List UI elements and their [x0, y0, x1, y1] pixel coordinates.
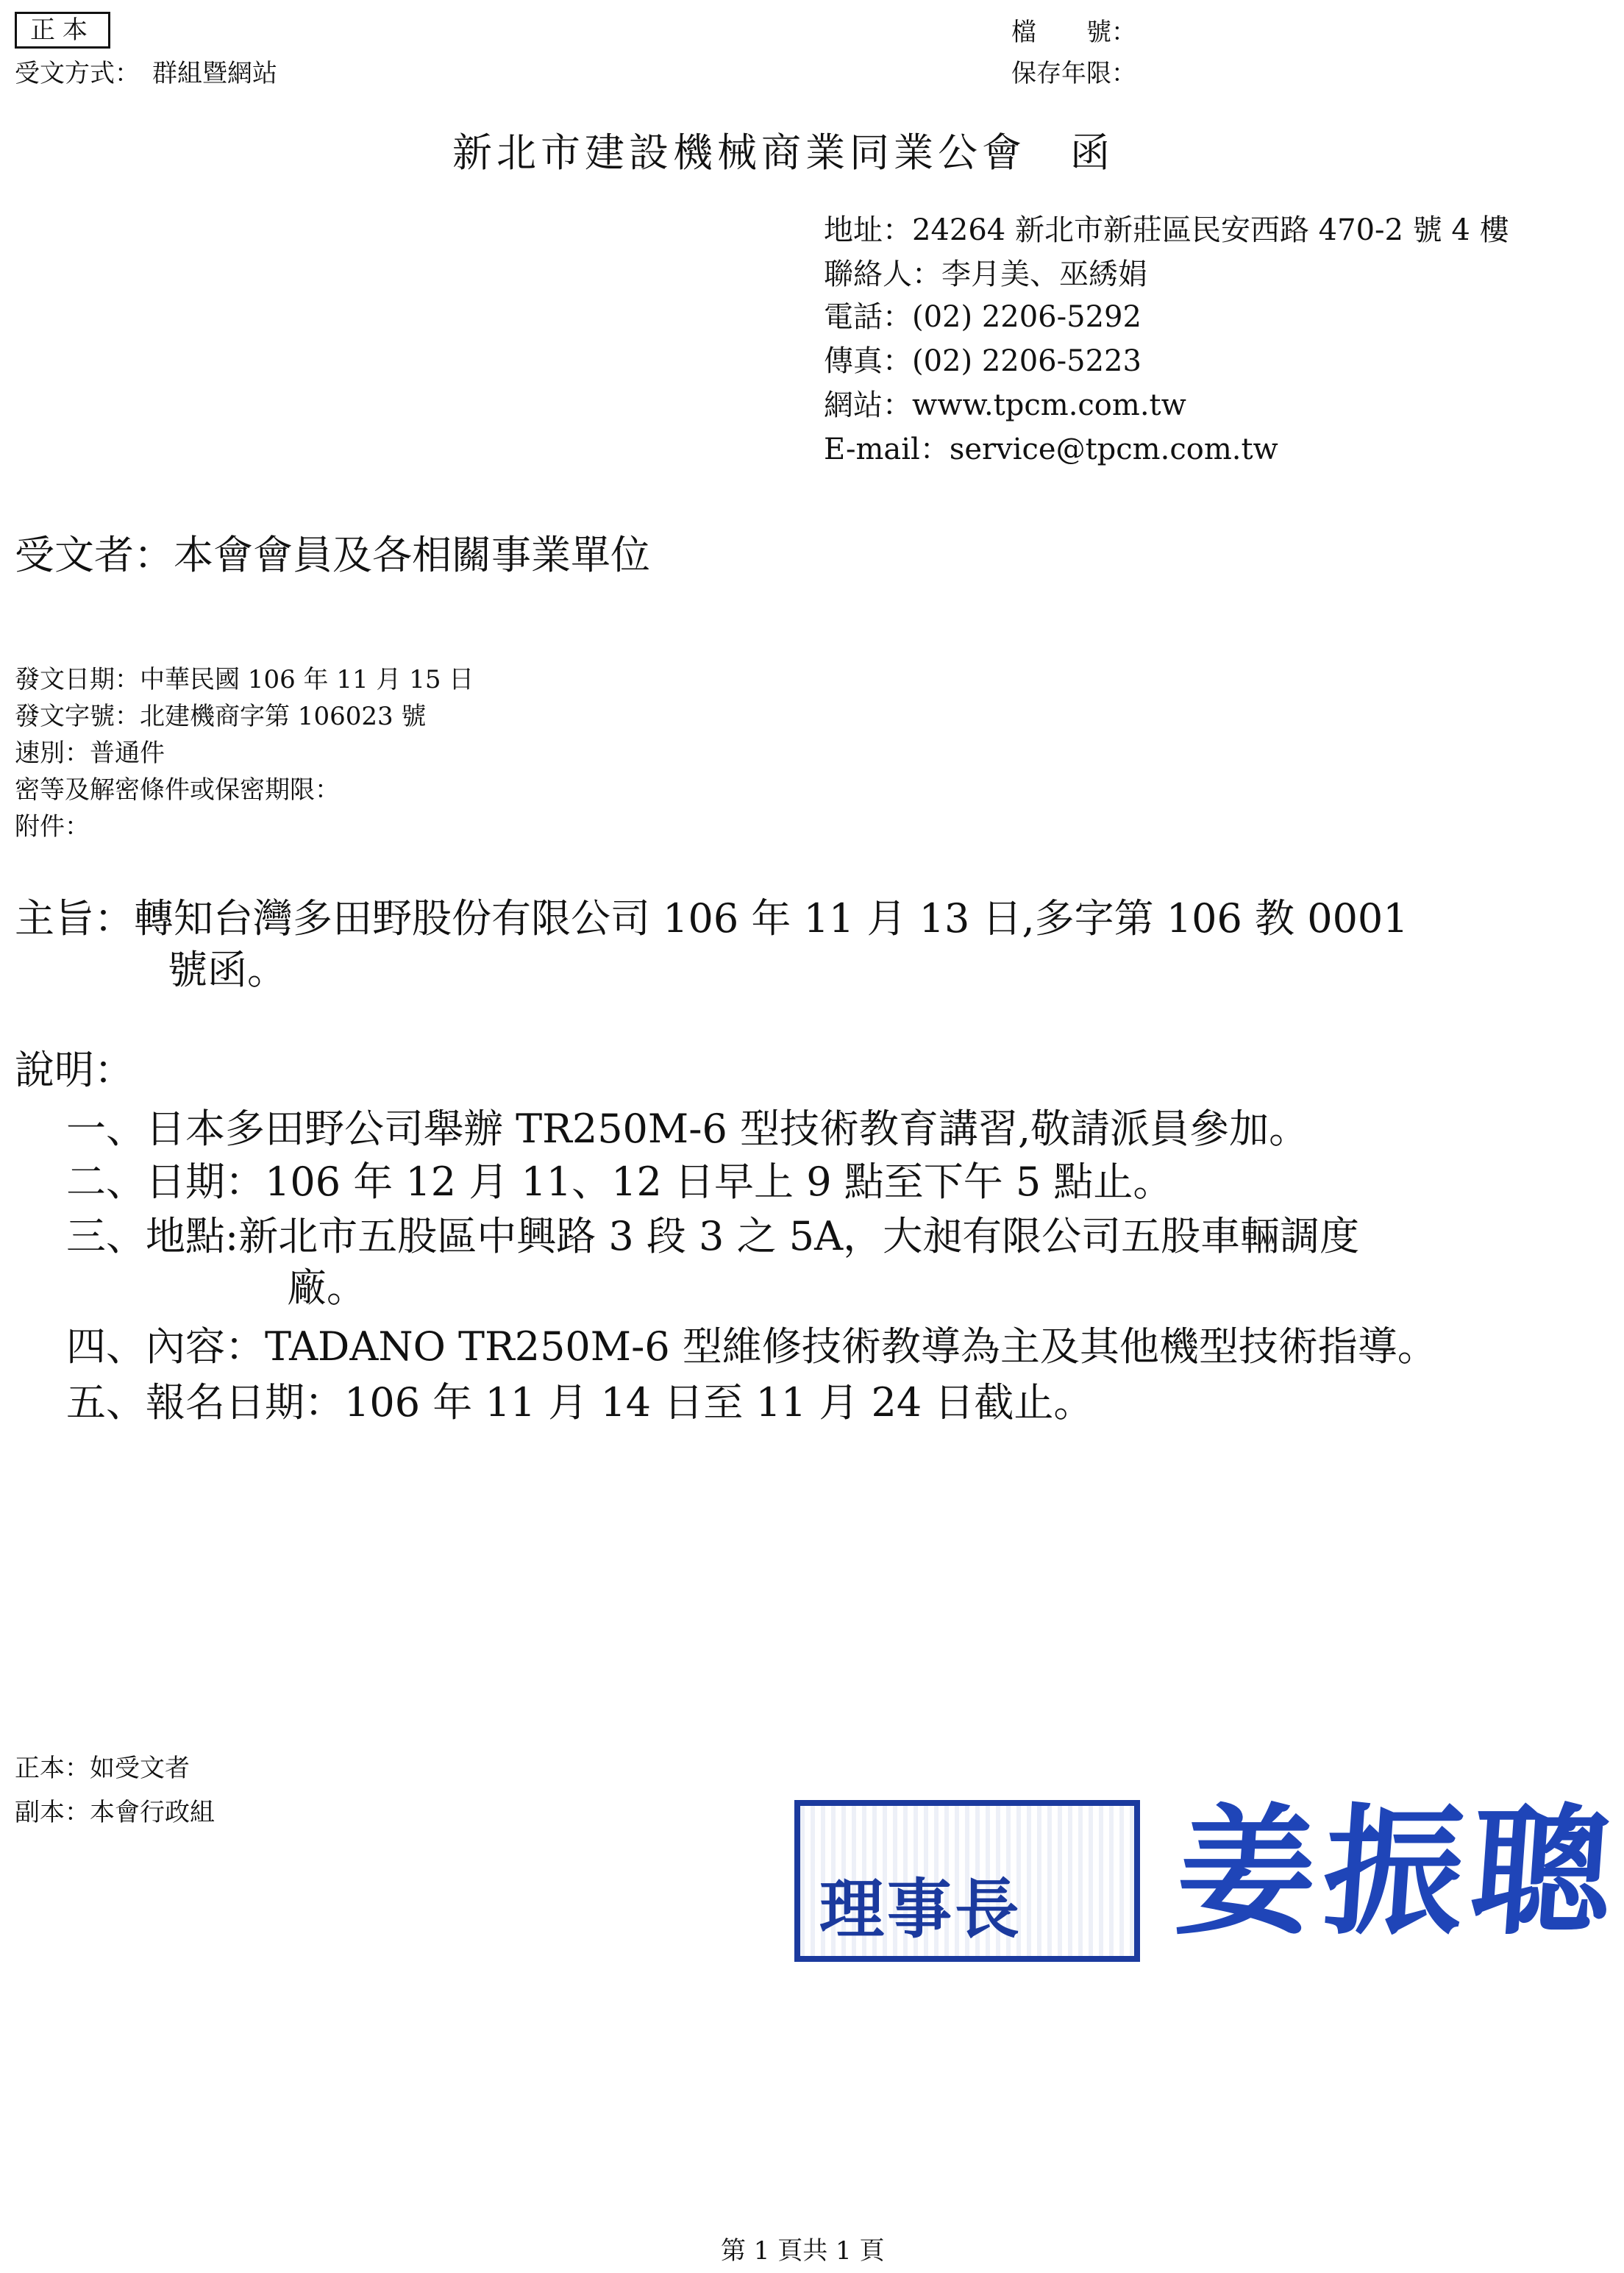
- copy-type-box: 正本: [15, 12, 110, 49]
- explanation-item-2: 二、日期：106 年 12 月 11、12 日早上 9 點至下午 5 點止。: [66, 1159, 1173, 1205]
- file-number: 檔 號：: [1011, 18, 1136, 47]
- stamp-title: 理事長: [819, 1871, 1023, 1947]
- contact-fax: 傳真：(02) 2206-5223: [824, 344, 1142, 378]
- explanation-item-4: 四、內容：TADANO TR250M-6 型維修技術教導為主及其他機型技術指導。: [66, 1323, 1437, 1370]
- recipient: 受文者：本會會員及各相關事業單位: [15, 532, 650, 578]
- explanation-item-5: 五、報名日期：106 年 11 月 14 日至 11 月 24 日截止。: [66, 1379, 1094, 1426]
- security-level: 密等及解密條件或保密期限：: [15, 775, 340, 805]
- explanation-item-3-cont: 廠。: [287, 1264, 366, 1311]
- document-number: 發文字號：北建機商字第 106023 號: [15, 702, 427, 731]
- attachments: 附件：: [15, 812, 90, 842]
- original-recipient: 正本：如受文者: [15, 1754, 190, 1783]
- retention-period: 保存年限：: [1011, 59, 1136, 88]
- contact-email: E-mail：service@tpcm.com.tw: [824, 433, 1278, 466]
- receive-method: 受文方式： 群組暨網站: [15, 59, 277, 88]
- contact-website: 網站：www.tpcm.com.tw: [824, 388, 1186, 422]
- copy-recipient: 副本：本會行政組: [15, 1798, 215, 1827]
- stamp-name: 姜振聰: [1171, 1790, 1624, 1954]
- speed-category: 速別：普通件: [15, 739, 165, 768]
- page-number: 第 1 頁共 1 頁: [721, 2236, 885, 2266]
- issue-date: 發文日期：中華民國 106 年 11 月 15 日: [15, 665, 474, 694]
- explanation-label: 說明：: [15, 1047, 134, 1093]
- contact-address: 地址：24264 新北市新莊區民安西路 470-2 號 4 樓: [824, 213, 1509, 247]
- contact-person: 聯絡人：李月美、巫綉娟: [824, 257, 1147, 291]
- stamp-frame: [794, 1800, 1140, 1962]
- subject-line-1: 主旨：轉知台灣多田野股份有限公司 106 年 11 月 13 日,多字第 106 教 0001: [15, 895, 1408, 942]
- subject-line-2: 號函。: [168, 947, 287, 993]
- explanation-item-3: 三、地點:新北市五股區中興路 3 段 3 之 5A，大昶有限公司五股車輛調度: [66, 1213, 1360, 1259]
- explanation-item-1: 一、日本多田野公司舉辦 TR250M-6 型技術教育講習,敬請派員參加。: [66, 1106, 1309, 1152]
- chairman-stamp: [794, 1790, 1624, 1960]
- document-title: 新北市建設機械商業同業公會 函: [452, 129, 1114, 176]
- contact-phone: 電話：(02) 2206-5292: [824, 300, 1142, 334]
